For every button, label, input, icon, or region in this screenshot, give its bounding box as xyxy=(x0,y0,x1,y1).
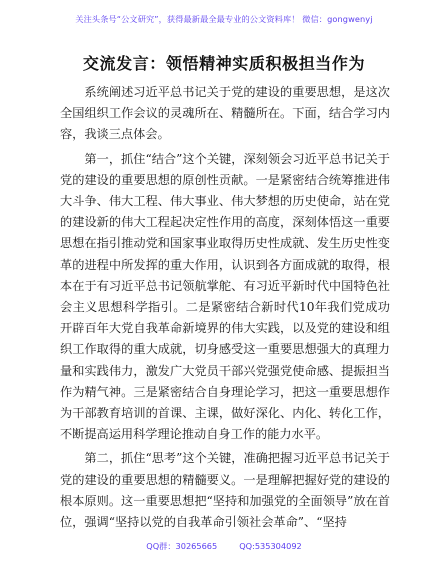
header-banner: 关注头条号“公文研究”，获得最新最全最专业的公文资料库！ 微信：gongwenyj xyxy=(75,14,373,24)
footer-qq-group: QQ群：30265665 xyxy=(146,541,218,551)
paragraph-first-point: 第一，抓住“结合”这个关键，深刻领会习近平总书记关于党的建设的重要思想的原创性贡献。一是紧密结合统筹推进伟大斗争、伟大工程、伟大事业、伟大梦想的历史使命，站在党的建设新的伟大工程起决定性作用的高度，深刻体悟这一重要思想在指引推动党和国家事业取得历史性成就、发生历史性变革的进程中所发挥的重大作用，认识到各方面成就的取得，根本在于有习近平总书记领航掌舵、有习近平新时代中国特色社会主义思想科学指引。二是紧密结合新时代10年我们党成功开辟百年大党自我革命新境界的伟大实践，以及党的建设和组织工作取得的重大成就，切身感受这一重要思想强大的真理力量和实践伟力，激发广大党员干部兴党强党使命感、提振担当作为精气神。三是紧密结合自身理论学习，把这一重要思想作为干部教育培训的首课、主课，做好深化、内化、转化工作，不断提高运用科学理论推动自身工作的能力水平。 xyxy=(60,151,390,442)
paragraph-intro: 系统阐述习近平总书记关于党的建设的重要思想，是这次全国组织工作会议的灵魂所在、精髓所在。下面，结合学习内容，我谈三点体会。 xyxy=(60,85,390,142)
document-title: 交流发言：领悟精神实质积极担当作为 xyxy=(82,54,366,73)
footer-contact xyxy=(0,541,448,552)
paragraph-second-point: 第二，抓住“思考”这个关键，准确把握习近平总书记关于党的建设的重要思想的精髓要义。一是理解把握好党的建设的根本原则。这一重要思想把“坚持和加强党的全面领导”放在首位，强调“坚持以党的自我革命引领社会革命”、“坚持 xyxy=(60,451,390,530)
document-body xyxy=(60,82,390,536)
footer-qq: QQ:535304092 xyxy=(239,541,302,551)
